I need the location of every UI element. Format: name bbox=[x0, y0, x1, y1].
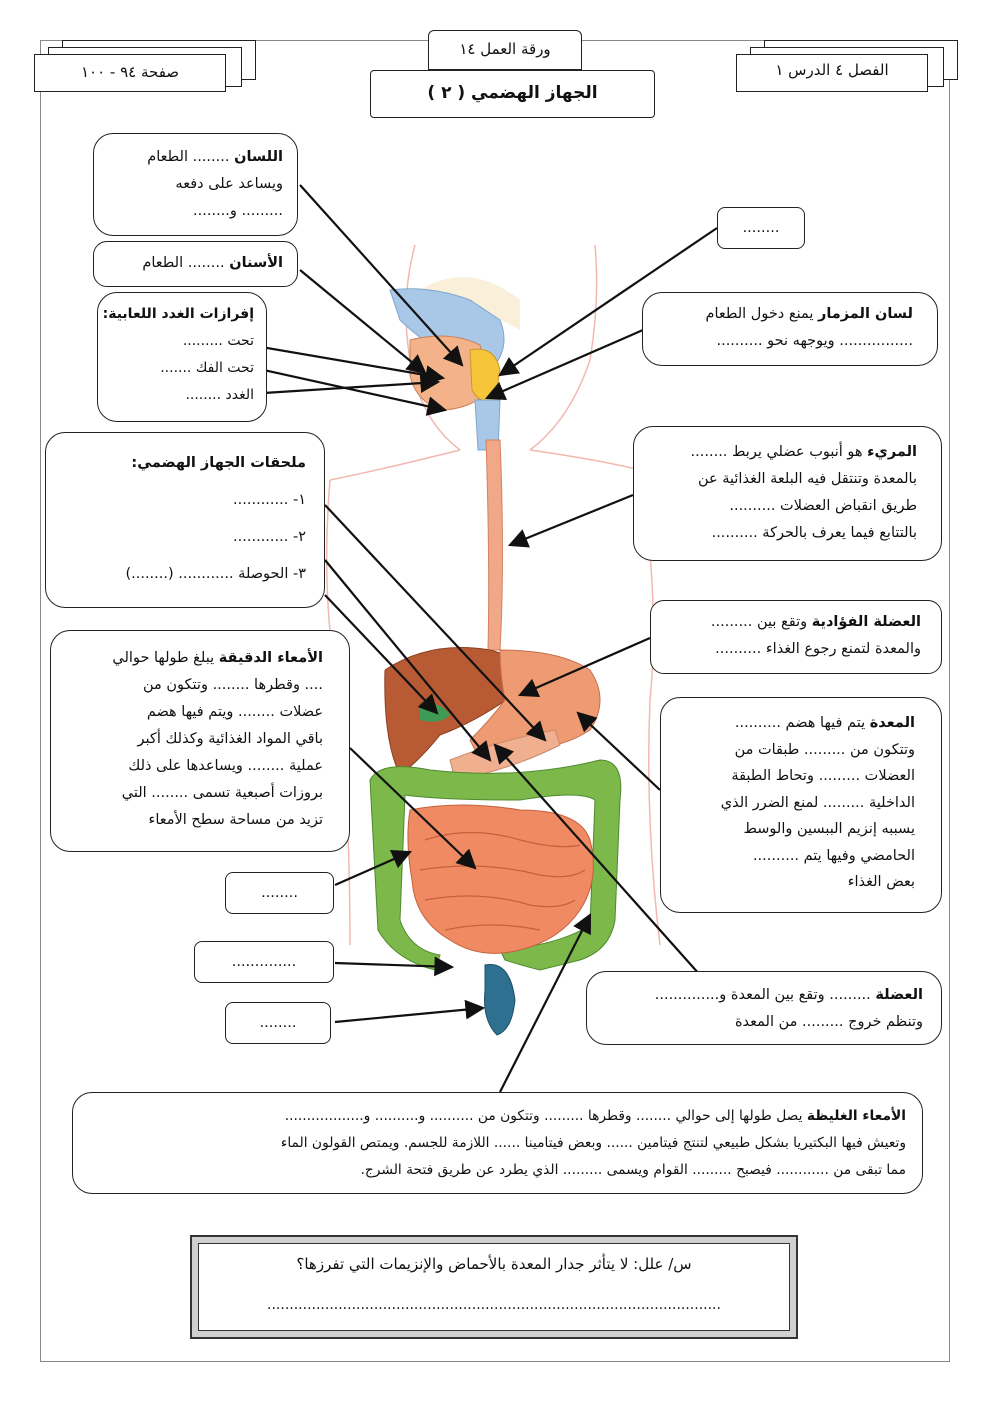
pages-label: صفحة ٩٤ - ١٠٠ bbox=[34, 54, 226, 92]
blank-label-top-right[interactable]: ........ bbox=[717, 207, 805, 249]
small-intestine-title: الأمعاء الدقيقة bbox=[218, 650, 323, 666]
epiglottis-line1: يمنع دخول الطعام bbox=[705, 306, 814, 322]
small-intestine-box bbox=[50, 630, 350, 852]
blank-label-left2[interactable]: .............. bbox=[194, 941, 334, 983]
tongue-box bbox=[93, 133, 298, 236]
pyloric-title: العضلة bbox=[875, 987, 923, 1003]
teeth-title: الأسنان bbox=[229, 255, 283, 271]
large-intestine-title: الأمعاء الغليظة bbox=[806, 1108, 906, 1124]
stomach-line1: يتم فيها هضم .......... bbox=[734, 715, 866, 731]
small-intestine-line7: تزيد من مساحة سطح الأمعاء bbox=[148, 812, 323, 828]
esophagus-line3: طريق انقباض العضلات .......... bbox=[729, 498, 917, 514]
stomach-line5: يسببه إنزيم الببسين والوسط bbox=[743, 821, 915, 837]
salivary-line2: تحت الفك ....... bbox=[160, 360, 254, 376]
accessories-line2: ٢- ............ bbox=[233, 529, 306, 545]
salivary-box bbox=[97, 292, 267, 422]
cardiac-box bbox=[650, 600, 942, 674]
esophagus-organ bbox=[486, 440, 503, 650]
blank-label-left3[interactable]: ........ bbox=[225, 1002, 331, 1044]
question-text: س/ علل: لا يتأثر جدار المعدة بالأحماض والإنزيمات التي تفرزها؟ bbox=[296, 1255, 692, 1273]
tongue-line3: ......... و........ bbox=[193, 203, 283, 219]
large-intestine-line1: يصل طولها إلى حوالي ........ وقطرها ......... وتتكون من .......... و.......... و.................. bbox=[284, 1108, 803, 1124]
accessories-line3: ٣- الحوصلة ............ (........) bbox=[125, 566, 306, 582]
question-frame bbox=[190, 1235, 798, 1339]
large-intestine-line3: مما تبقى من ............ فيصبح ......... القوام ويسمى ......... الذي يطرد عن طريق فتحة الشرج. bbox=[360, 1162, 906, 1178]
esophagus-line4: بالتتابع فيما يعرف بالحركة .......... bbox=[711, 525, 917, 541]
esophagus-line1: هو أنبوب عضلي يربط ........ bbox=[690, 444, 863, 460]
tongue-title: اللسان bbox=[234, 149, 283, 165]
stomach-line2: وتتكون من ......... طبقات من bbox=[734, 741, 915, 758]
salivary-line1: تحت ......... bbox=[182, 333, 254, 349]
tongue-line2: ويساعد على دفعه bbox=[175, 176, 283, 192]
accessories-box bbox=[45, 432, 325, 608]
lesson-label: الفصل ٤ الدرس ١ bbox=[736, 54, 928, 92]
blank-label-left1[interactable]: ........ bbox=[225, 872, 334, 914]
small-intestine-line4: باقي المواد الغذائية وكذلك أكبر bbox=[137, 731, 323, 747]
stomach-title: المعدة bbox=[869, 715, 915, 731]
stomach-line3: العضلات ......... وتحاط الطبقة bbox=[731, 768, 915, 784]
accessories-line1: ١- ............ bbox=[233, 492, 306, 508]
esophagus-line2: بالمعدة وتنتقل فيه البلعة الغذائية عن bbox=[697, 471, 917, 487]
pyloric-box bbox=[586, 971, 942, 1045]
teeth-box bbox=[93, 241, 298, 287]
cardiac-title: العضلة الفؤادية bbox=[811, 614, 921, 630]
stomach-line7: بعض الغذاء bbox=[847, 874, 915, 890]
small-intestine-line2: .... وقطرها ........ وتتكون من bbox=[142, 677, 323, 693]
esophagus-box bbox=[633, 426, 942, 561]
question-answer-line[interactable]: ...................................................................................................... bbox=[267, 1297, 721, 1313]
epiglottis-title: لسان المزمار bbox=[818, 306, 913, 322]
small-intestine-line1: يبلغ طولها حوالي bbox=[112, 650, 215, 666]
stomach-line4: الداخلية ......... لمنع الضرر الذي bbox=[720, 794, 915, 811]
stomach-box bbox=[660, 697, 942, 913]
worksheet-label: ورقة العمل ١٤ bbox=[428, 30, 582, 70]
tongue-line1: ........ الطعام bbox=[147, 149, 230, 165]
page-title: الجهاز الهضمي ( ٢ ) bbox=[370, 70, 655, 118]
small-intestine-organ bbox=[408, 805, 593, 953]
stomach-line6: الحامضي وفيها يتم .......... bbox=[752, 847, 915, 864]
pyloric-line2: وتنظم خروج ......... من المعدة bbox=[734, 1014, 923, 1030]
large-intestine-line2: وتعيش فيها البكتيريا بشكل طبيعي لتنتج فيتامين ...... وبعض فيتامينا ...... اللازمة للجسم. ويمتص القولون الماء bbox=[280, 1135, 906, 1151]
teeth-line1: ........ الطعام bbox=[142, 255, 225, 271]
esophagus-title: المريء bbox=[867, 444, 917, 460]
accessories-title: ملحقات الجهاز الهضمي: bbox=[131, 455, 306, 471]
epiglottis-box bbox=[642, 292, 938, 366]
pyloric-line1: ......... وتقع بين المعدة و.............. bbox=[654, 987, 871, 1003]
salivary-line3: الغدد ........ bbox=[185, 387, 254, 403]
large-intestine-box bbox=[72, 1092, 923, 1194]
small-intestine-line6: بروزات أصبعية تسمى ........ التي bbox=[121, 785, 323, 801]
small-intestine-line3: عضلات ........ ويتم فيها هضم bbox=[146, 704, 323, 720]
small-intestine-line5: عملية ........ ويساعدها على ذلك bbox=[128, 758, 323, 774]
cardiac-line2: والمعدة لتمنع رجوع الغذاء .......... bbox=[715, 641, 921, 657]
epiglottis-line2: ................ ويوجهه نحو .......... bbox=[716, 333, 913, 349]
rectum-organ bbox=[485, 964, 516, 1035]
salivary-title: إفرازات الغدد اللعابية: bbox=[102, 306, 254, 322]
cardiac-line1: وتقع بين ......... bbox=[710, 614, 808, 630]
